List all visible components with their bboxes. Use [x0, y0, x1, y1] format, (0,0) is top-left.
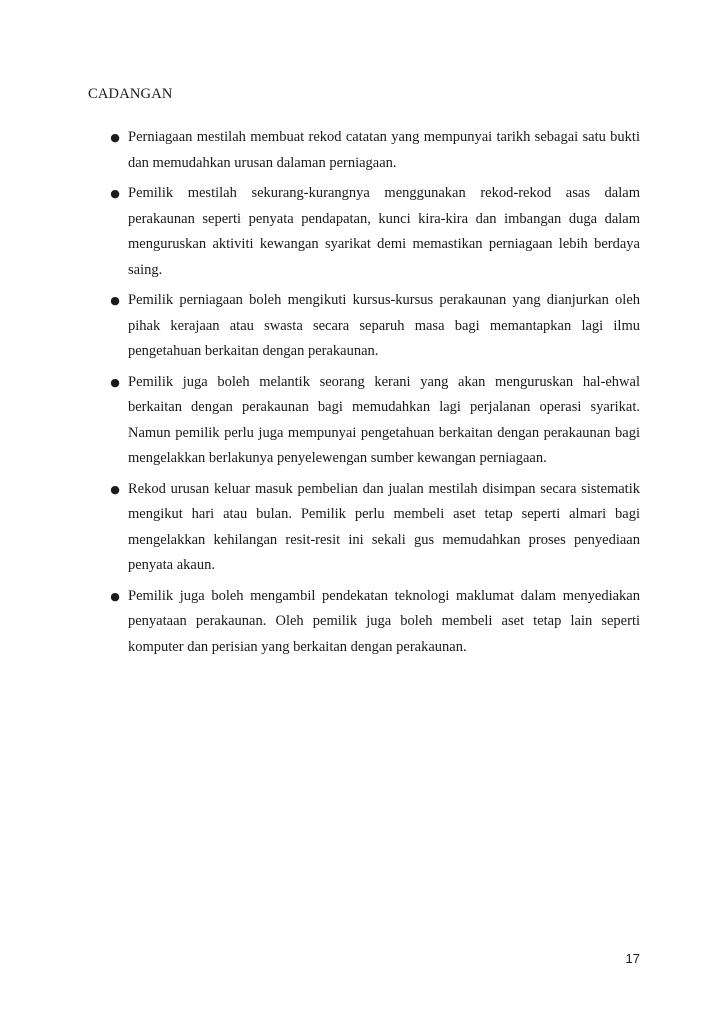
bullet-icon: ●: [110, 294, 120, 307]
bullet-icon: ●: [110, 131, 120, 144]
page-number: 17: [625, 951, 640, 966]
section-heading: CADANGAN: [88, 86, 173, 102]
bullet-icon: ●: [110, 589, 120, 603]
list-item: [110, 370, 640, 472]
list-item-text: Pemilik juga boleh melantik seorang kerani yang akan menguruskan hal-ehwal berkaitan dengan perakaunan bagi memudahkan lagi perjalanan operasi syarikat. Namun pemilik perlu juga mempunyai pengetahuan berkaitan dengan perakaunan bagi mengelakkan berlakunya penyelewengan sumber kewangan perniagaan.: [128, 373, 640, 466]
list-item-text: Pemilik perniagaan boleh mengikuti kursus-kursus perakaunan yang dianjurkan oleh pihak kerajaan atau swasta secara separuh masa bagi memantapkan lagi ilmu pengetahuan berkaitan dengan perakaunan.: [128, 292, 640, 359]
list-item: [110, 584, 640, 661]
list-item-text: Rekod urusan keluar masuk pembelian dan jualan mestilah disimpan secara sistematik mengikut hari atau bulan. Pemilik perlu membeli aset tetap seperti almari bagi mengelakkan kehilangan resit-resit ini sekali gus memudahkan proses penyediaan penyata akaun.: [128, 480, 640, 573]
list-item: [110, 288, 640, 365]
recommendation-list: [110, 125, 640, 665]
list-item: [110, 181, 640, 283]
bullet-icon: ●: [110, 375, 120, 389]
list-item-text: Perniagaan mestilah membuat rekod catatan yang mempunyai tarikh sebagai satu bukti dan memudahkan urusan dalaman perniagaan.: [128, 129, 640, 171]
bullet-icon: ●: [110, 187, 120, 200]
list-item-text: Pemilik mestilah sekurang-kurangnya menggunakan rekod-rekod asas dalam perakaunan seperti penyata pendapatan, kunci kira-kira dan imbangan duga dalam menguruskan aktiviti kewangan syarikat demi memastikan perniagaan lebih berdaya saing.: [128, 185, 640, 278]
list-item-text: Pemilik juga boleh mengambil pendekatan teknologi maklumat dalam menyediakan penyataan perakaunan. Oleh pemilik juga boleh membeli aset tetap lain seperti komputer dan perisian yang berkaitan dengan perakaunan.: [128, 587, 640, 655]
bullet-icon: ●: [110, 482, 120, 496]
list-item: [110, 477, 640, 579]
list-item: [110, 125, 640, 176]
